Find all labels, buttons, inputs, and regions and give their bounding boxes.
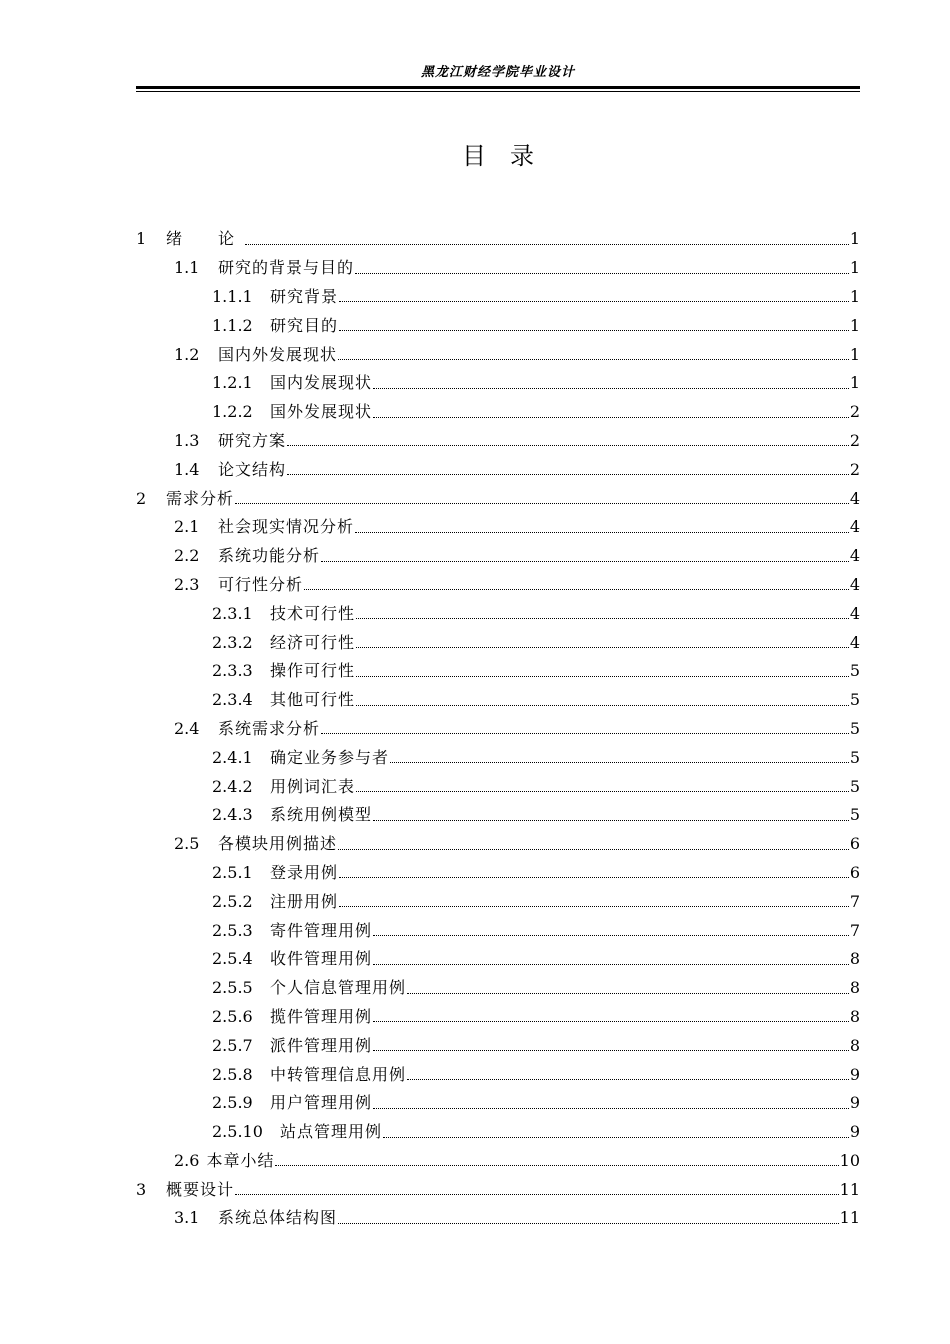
toc-dot-leader bbox=[235, 503, 849, 504]
toc-entry-title: 个人信息管理用例 bbox=[270, 978, 407, 998]
toc-entry-title: 需求分析 bbox=[166, 488, 235, 508]
toc-dot-leader bbox=[339, 330, 849, 331]
toc-entry-number: 2 bbox=[136, 488, 147, 508]
table-of-contents bbox=[136, 225, 860, 1233]
toc-entry[interactable] bbox=[136, 743, 860, 772]
toc-entry-title: 登录用例 bbox=[270, 862, 339, 882]
toc-dot-leader bbox=[390, 762, 849, 763]
toc-entry-title: 研究目的 bbox=[270, 315, 339, 335]
toc-entry[interactable] bbox=[136, 657, 860, 686]
toc-entry-title: 其他可行性 bbox=[270, 690, 356, 710]
toc-entry-page-number: 2 bbox=[849, 402, 860, 422]
toc-entry-title: 研究方案 bbox=[218, 430, 287, 450]
toc-dot-leader bbox=[275, 1165, 838, 1166]
toc-entry-number: 2.5 bbox=[174, 834, 200, 854]
toc-entry-page-number: 11 bbox=[839, 1208, 860, 1228]
toc-entry[interactable] bbox=[136, 427, 860, 456]
toc-dot-leader bbox=[356, 618, 849, 619]
toc-entry-number: 2.5.5 bbox=[212, 978, 253, 998]
toc-entry[interactable] bbox=[136, 772, 860, 801]
toc-entry-number: 1.2 bbox=[174, 344, 200, 364]
toc-entry-page-number: 4 bbox=[849, 488, 860, 508]
toc-entry[interactable] bbox=[136, 1147, 860, 1176]
toc-entry-number: 2.4.1 bbox=[212, 747, 253, 767]
toc-dot-leader bbox=[339, 877, 849, 878]
toc-entry-title: 系统功能分析 bbox=[218, 546, 321, 566]
toc-entry[interactable] bbox=[136, 1031, 860, 1060]
toc-entry-number: 2.4.3 bbox=[212, 805, 253, 825]
toc-entry-page-number: 11 bbox=[839, 1179, 860, 1199]
toc-entry-title: 注册用例 bbox=[270, 891, 339, 911]
toc-dot-leader bbox=[373, 417, 849, 418]
toc-entry-title: 研究背景 bbox=[270, 286, 339, 306]
toc-entry-page-number: 1 bbox=[849, 229, 860, 249]
toc-entry-page-number: 6 bbox=[849, 862, 860, 882]
toc-entry-number: 2.4 bbox=[174, 718, 200, 738]
toc-entry-title: 可行性分析 bbox=[218, 574, 304, 594]
toc-entry-page-number: 8 bbox=[849, 1035, 860, 1055]
toc-entry-title: 技术可行性 bbox=[270, 603, 356, 623]
toc-entry-page-number: 2 bbox=[849, 459, 860, 479]
toc-entry-page-number: 8 bbox=[849, 978, 860, 998]
toc-dot-leader bbox=[338, 1223, 839, 1224]
toc-entry-number: 1.3 bbox=[174, 430, 200, 450]
toc-entry-page-number: 1 bbox=[849, 344, 860, 364]
toc-entry-page-number: 7 bbox=[849, 891, 860, 911]
toc-entry-page-number: 10 bbox=[839, 1150, 860, 1170]
toc-entry[interactable] bbox=[136, 542, 860, 571]
toc-entry-number: 1.2.1 bbox=[212, 373, 253, 393]
toc-entry[interactable] bbox=[136, 916, 860, 945]
toc-entry-title: 绪 论 bbox=[166, 229, 245, 249]
toc-entry-page-number: 5 bbox=[849, 661, 860, 681]
toc-entry-page-number: 7 bbox=[849, 920, 860, 940]
toc-dot-leader bbox=[356, 647, 849, 648]
toc-entry-title: 国内发展现状 bbox=[270, 373, 373, 393]
toc-entry-number: 2.5.4 bbox=[212, 949, 253, 969]
toc-entry-page-number: 9 bbox=[849, 1122, 860, 1142]
toc-entry-number: 2.5.10 bbox=[212, 1122, 263, 1142]
toc-entry[interactable] bbox=[136, 398, 860, 427]
toc-entry-title: 中转管理信息用例 bbox=[270, 1064, 407, 1084]
toc-entry-page-number: 4 bbox=[849, 632, 860, 652]
toc-entry-number: 2.3.4 bbox=[212, 690, 253, 710]
toc-entry[interactable] bbox=[136, 254, 860, 283]
toc-entry-page-number: 8 bbox=[849, 949, 860, 969]
toc-entry-title: 各模块用例描述 bbox=[218, 834, 338, 854]
toc-dot-leader bbox=[321, 561, 849, 562]
toc-entry-title: 经济可行性 bbox=[270, 632, 356, 652]
toc-entry-page-number: 1 bbox=[849, 373, 860, 393]
toc-dot-leader bbox=[287, 474, 849, 475]
toc-entry-title: 国内外发展现状 bbox=[218, 344, 338, 364]
header-rule-thick bbox=[136, 86, 860, 89]
toc-entry-page-number: 5 bbox=[849, 718, 860, 738]
toc-dot-leader bbox=[373, 964, 849, 965]
toc-entry-title: 研究的背景与目的 bbox=[218, 258, 355, 278]
toc-title: 目 录 bbox=[462, 142, 534, 170]
toc-entry-title: 国外发展现状 bbox=[270, 402, 373, 422]
toc-entry-number: 1.1.1 bbox=[212, 286, 253, 306]
toc-entry-title: 收件管理用例 bbox=[270, 949, 373, 969]
toc-entry-number: 2.3.1 bbox=[212, 603, 253, 623]
toc-entry[interactable] bbox=[136, 945, 860, 974]
toc-entry-number: 2.5.8 bbox=[212, 1064, 253, 1084]
toc-entry-title: 本章小结 bbox=[206, 1150, 275, 1170]
toc-entry[interactable] bbox=[136, 1118, 860, 1147]
toc-entry[interactable] bbox=[136, 1175, 860, 1204]
toc-entry-page-number: 6 bbox=[849, 834, 860, 854]
toc-entry-page-number: 9 bbox=[849, 1064, 860, 1084]
toc-entry-number: 2.3.3 bbox=[212, 661, 253, 681]
toc-entry-page-number: 5 bbox=[849, 690, 860, 710]
toc-entry[interactable] bbox=[136, 311, 860, 340]
toc-entry-number: 2.5.6 bbox=[212, 1006, 253, 1026]
toc-entry-page-number: 8 bbox=[849, 1006, 860, 1026]
toc-entry[interactable] bbox=[136, 715, 860, 744]
toc-dot-leader bbox=[287, 445, 849, 446]
toc-entry[interactable] bbox=[136, 628, 860, 657]
toc-entry-number: 1.1.2 bbox=[212, 315, 253, 335]
toc-dot-leader bbox=[373, 388, 849, 389]
toc-entry[interactable] bbox=[136, 1089, 860, 1118]
toc-entry-title: 论文结构 bbox=[218, 459, 287, 479]
toc-entry-title: 寄件管理用例 bbox=[270, 920, 373, 940]
toc-entry-number: 1.4 bbox=[174, 459, 200, 479]
toc-dot-leader bbox=[373, 1108, 849, 1109]
toc-entry[interactable] bbox=[136, 1003, 860, 1032]
toc-entry-title: 社会现实情况分析 bbox=[218, 517, 355, 537]
toc-entry[interactable] bbox=[136, 599, 860, 628]
toc-entry[interactable] bbox=[136, 369, 860, 398]
toc-entry-page-number: 4 bbox=[849, 546, 860, 566]
toc-dot-leader bbox=[245, 244, 849, 245]
toc-dot-leader bbox=[407, 1079, 849, 1080]
toc-entry-title: 系统总体结构图 bbox=[218, 1208, 338, 1228]
toc-entry-title: 派件管理用例 bbox=[270, 1035, 373, 1055]
toc-entry[interactable] bbox=[136, 513, 860, 542]
header-rule-thin bbox=[136, 91, 860, 92]
toc-entry-page-number: 5 bbox=[849, 776, 860, 796]
toc-entry-number: 2.3.2 bbox=[212, 632, 253, 652]
toc-entry-title: 概要设计 bbox=[166, 1179, 235, 1199]
toc-entry-number: 2.5.3 bbox=[212, 920, 253, 940]
toc-entry[interactable] bbox=[136, 859, 860, 888]
toc-dot-leader bbox=[383, 1137, 849, 1138]
toc-dot-leader bbox=[339, 301, 849, 302]
toc-entry-number: 3 bbox=[136, 1179, 147, 1199]
toc-dot-leader bbox=[373, 820, 849, 821]
toc-entry-number: 2.5.9 bbox=[212, 1093, 253, 1113]
toc-entry-page-number: 4 bbox=[849, 574, 860, 594]
toc-dot-leader bbox=[356, 676, 849, 677]
toc-entry-title: 操作可行性 bbox=[270, 661, 356, 681]
toc-entry-title: 用例词汇表 bbox=[270, 776, 356, 796]
toc-entry-page-number: 4 bbox=[849, 603, 860, 623]
toc-entry-number: 1.2.2 bbox=[212, 402, 253, 422]
toc-entry-page-number: 4 bbox=[849, 517, 860, 537]
toc-dot-leader bbox=[338, 359, 849, 360]
toc-entry-page-number: 9 bbox=[849, 1093, 860, 1113]
toc-entry-title: 站点管理用例 bbox=[280, 1122, 383, 1142]
toc-entry[interactable] bbox=[136, 1060, 860, 1089]
toc-entry[interactable] bbox=[136, 801, 860, 830]
toc-dot-leader bbox=[356, 791, 849, 792]
toc-entry[interactable] bbox=[136, 571, 860, 600]
toc-entry[interactable] bbox=[136, 1204, 860, 1233]
toc-entry-number: 2.5.1 bbox=[212, 862, 253, 882]
toc-entry-page-number: 5 bbox=[849, 805, 860, 825]
toc-entry-number: 2.6 bbox=[174, 1150, 200, 1170]
toc-entry-number: 1 bbox=[136, 229, 147, 249]
toc-entry-title: 确定业务参与者 bbox=[270, 747, 390, 767]
toc-entry[interactable] bbox=[136, 340, 860, 369]
toc-dot-leader bbox=[338, 849, 849, 850]
toc-dot-leader bbox=[373, 1021, 849, 1022]
toc-entry[interactable] bbox=[136, 887, 860, 916]
toc-dot-leader bbox=[373, 1050, 849, 1051]
toc-entry[interactable] bbox=[136, 225, 860, 254]
toc-entry-number: 3.1 bbox=[174, 1208, 200, 1228]
toc-entry[interactable] bbox=[136, 455, 860, 484]
toc-entry-page-number: 1 bbox=[849, 258, 860, 278]
toc-entry-number: 2.4.2 bbox=[212, 776, 253, 796]
toc-entry-number: 2.1 bbox=[174, 517, 200, 537]
toc-dot-leader bbox=[356, 705, 849, 706]
toc-entry[interactable] bbox=[136, 830, 860, 859]
toc-entry-number: 2.2 bbox=[174, 546, 200, 566]
toc-entry-title: 揽件管理用例 bbox=[270, 1006, 373, 1026]
toc-entry[interactable] bbox=[136, 484, 860, 513]
toc-entry-page-number: 2 bbox=[849, 430, 860, 450]
toc-dot-leader bbox=[304, 589, 849, 590]
toc-entry-title: 系统用例模型 bbox=[270, 805, 373, 825]
toc-entry-page-number: 1 bbox=[849, 315, 860, 335]
toc-entry[interactable] bbox=[136, 283, 860, 312]
toc-dot-leader bbox=[339, 906, 849, 907]
toc-entry[interactable] bbox=[136, 974, 860, 1003]
toc-entry-page-number: 1 bbox=[849, 286, 860, 306]
toc-dot-leader bbox=[373, 935, 849, 936]
page-header-title: 黑龙江财经学院毕业设计 bbox=[420, 65, 575, 80]
toc-dot-leader bbox=[235, 1194, 839, 1195]
toc-entry-title: 用户管理用例 bbox=[270, 1093, 373, 1113]
toc-entry-number: 2.3 bbox=[174, 574, 200, 594]
toc-entry-number: 1.1 bbox=[174, 258, 200, 278]
toc-dot-leader bbox=[355, 273, 849, 274]
toc-dot-leader bbox=[321, 733, 849, 734]
toc-entry-title: 系统需求分析 bbox=[218, 718, 321, 738]
toc-entry-page-number: 5 bbox=[849, 747, 860, 767]
toc-entry[interactable] bbox=[136, 686, 860, 715]
toc-dot-leader bbox=[407, 993, 849, 994]
toc-entry-number: 2.5.7 bbox=[212, 1035, 253, 1055]
toc-dot-leader bbox=[355, 532, 849, 533]
toc-entry-number: 2.5.2 bbox=[212, 891, 253, 911]
